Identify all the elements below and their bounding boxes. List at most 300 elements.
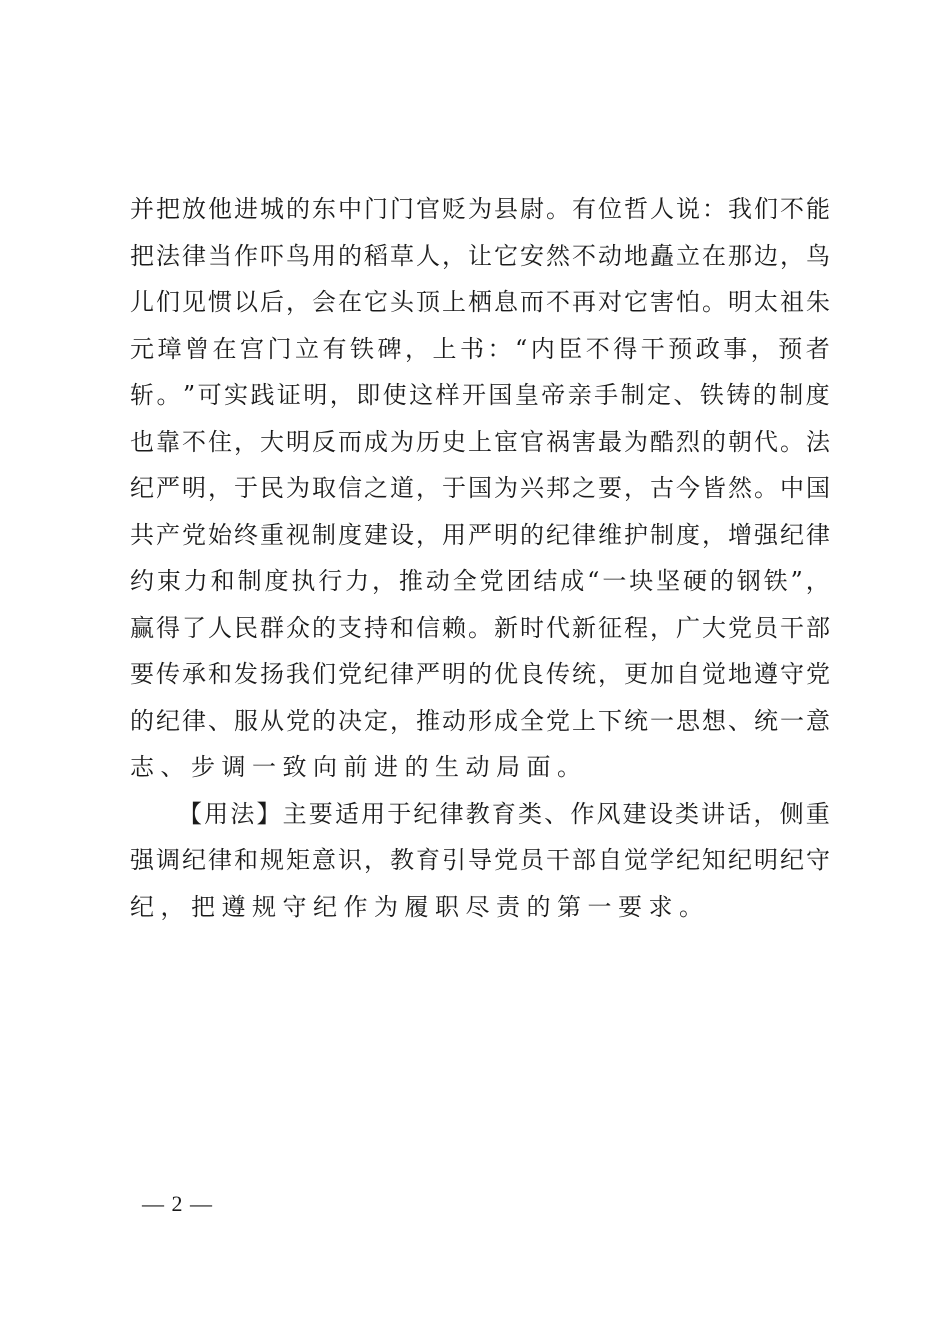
- text-char: 决: [338, 706, 362, 735]
- text-char: 实: [224, 381, 249, 409]
- text-char: 产: [156, 520, 180, 549]
- text-char: 。: [156, 381, 181, 409]
- text-char: 定: [647, 381, 672, 409]
- text-char: 证: [276, 381, 301, 409]
- text-line: 志、步调一致向前进的生动局面。: [130, 753, 588, 781]
- text-char: 纪: [546, 520, 570, 549]
- text-line: [130, 465, 830, 512]
- text-char: 思: [676, 706, 700, 735]
- text-line: [130, 651, 830, 698]
- text-char: 鸟: [806, 241, 830, 270]
- text-char: 育: [416, 846, 440, 874]
- text-char: ，: [234, 427, 258, 456]
- text-char: 最: [598, 427, 622, 456]
- text-char: 动: [598, 241, 622, 270]
- text-char: 部: [572, 846, 596, 874]
- text-char: 守: [780, 660, 804, 688]
- text-char: 重: [805, 799, 830, 828]
- text-char: 进: [234, 195, 258, 223]
- text-char: 终: [234, 520, 258, 549]
- text-char: 边: [754, 241, 778, 270]
- text-line: [130, 279, 830, 326]
- text-char: 严: [156, 474, 180, 502]
- text-char: 当: [208, 241, 232, 270]
- text-char: 宦: [494, 427, 518, 456]
- text-char: 息: [494, 288, 518, 316]
- text-char: 代: [754, 427, 778, 456]
- text-char: 束: [156, 567, 181, 595]
- text-char: 形: [468, 706, 492, 735]
- text-char: 的: [752, 381, 777, 409]
- text-char: 成: [494, 706, 518, 735]
- text-char: 有: [322, 334, 347, 363]
- text-char: 元: [130, 334, 154, 363]
- text-char: 让: [468, 241, 492, 270]
- text-char: 建: [622, 799, 647, 828]
- text-char: 和: [208, 660, 232, 688]
- text-char: 取: [312, 474, 336, 502]
- text-char: 要: [308, 799, 333, 828]
- text-line: [130, 419, 830, 466]
- text-char: 宫: [240, 334, 264, 363]
- text-char: 使: [382, 381, 407, 409]
- text-line: [130, 372, 830, 419]
- text-char: 而: [520, 288, 544, 316]
- text-char: 不: [182, 427, 206, 456]
- text-char: 和: [210, 567, 235, 595]
- text-char: 风: [596, 799, 621, 828]
- text-char: 会: [312, 288, 336, 316]
- text-char: 。: [780, 427, 804, 456]
- text-char: 众: [286, 613, 310, 642]
- text-char: 党: [286, 706, 310, 735]
- text-char: 全: [452, 567, 477, 595]
- text-char: 今: [676, 474, 700, 502]
- text-char: 践: [250, 381, 275, 409]
- text-char: 斩: [130, 381, 154, 409]
- text-char: 贬: [442, 195, 466, 223]
- text-char: 党: [494, 846, 518, 874]
- text-char: 广: [676, 613, 700, 642]
- text-char: ，: [286, 288, 310, 316]
- text-char: 。: [702, 288, 726, 316]
- text-char: 害: [572, 427, 596, 456]
- text-char: 矗: [650, 241, 674, 270]
- text-char: 惯: [208, 288, 232, 316]
- text-char: 铁: [350, 334, 374, 363]
- text-char: 动: [425, 567, 450, 595]
- text-char: 重: [260, 520, 284, 549]
- text-char: 育: [491, 799, 516, 828]
- text-char: 法: [230, 799, 255, 828]
- text-char: 持: [364, 613, 388, 642]
- text-char: 国: [468, 474, 492, 502]
- text-char: 坚: [656, 567, 681, 595]
- text-char: 。: [468, 613, 492, 642]
- text-char: 推: [398, 567, 423, 595]
- text-char: 曾: [185, 334, 209, 363]
- text-char: 想: [702, 706, 726, 735]
- text-line: [130, 326, 830, 373]
- text-char: 员: [754, 613, 778, 642]
- text-char: 纪: [413, 799, 438, 828]
- text-char: 律: [182, 241, 206, 270]
- text-char: 更: [624, 660, 648, 688]
- text-char: 行: [318, 567, 343, 595]
- text-char: 要: [130, 660, 154, 688]
- text-char: 顶: [416, 288, 440, 316]
- text-char: 员: [520, 846, 544, 874]
- text-char: 增: [728, 520, 752, 549]
- text-char: 传: [546, 660, 570, 688]
- text-char: 【: [178, 799, 202, 828]
- text-char: 于: [234, 474, 258, 502]
- text-char: 国: [806, 474, 830, 502]
- text-char: 明: [494, 520, 518, 549]
- text-char: 人: [416, 241, 440, 270]
- text-char: 兴: [520, 474, 544, 502]
- text-char: 干: [640, 334, 665, 363]
- text-char: 书: [460, 334, 484, 363]
- text-char: 执: [291, 567, 316, 595]
- text-char: 史: [442, 427, 466, 456]
- text-char: 作: [234, 241, 258, 270]
- text-char: 共: [130, 520, 154, 549]
- text-char: 意: [806, 706, 830, 735]
- text-char: 的: [338, 241, 362, 270]
- text-char: 预: [668, 334, 693, 363]
- text-char: “: [515, 334, 528, 363]
- text-char: ，: [650, 613, 674, 642]
- text-char: ”: [790, 567, 803, 595]
- text-char: 这: [409, 381, 434, 409]
- text-char: 纪: [156, 706, 180, 735]
- text-char: 纪: [182, 846, 206, 874]
- text-char: 用: [312, 241, 336, 270]
- text-char: 严: [468, 520, 492, 549]
- text-char: 力: [345, 567, 370, 595]
- text-char: 门: [267, 334, 292, 363]
- text-char: ，: [624, 474, 648, 502]
- text-char: 建: [364, 520, 388, 549]
- text-char: 一: [650, 706, 674, 735]
- text-char: ，: [598, 660, 622, 688]
- text-char: 学: [650, 846, 674, 874]
- text-char: 们: [312, 660, 336, 688]
- text-char: 类: [518, 799, 543, 828]
- text-char: 道: [390, 474, 414, 502]
- text-char: 县: [494, 195, 518, 223]
- text-char: ，: [372, 567, 397, 595]
- text-char: ，: [329, 381, 354, 409]
- page-number: — 2 —: [142, 1191, 213, 1216]
- text-char: 律: [208, 846, 232, 874]
- text-char: 赢: [130, 613, 154, 642]
- text-char: 视: [286, 520, 310, 549]
- text-char: 服: [234, 706, 258, 735]
- text-char: 上: [572, 706, 596, 735]
- text-char: 定: [364, 706, 388, 735]
- text-char: 。: [754, 474, 778, 502]
- text-char: ，: [780, 241, 804, 270]
- text-char: 可: [197, 381, 222, 409]
- text-char: 栖: [468, 288, 492, 316]
- text-char: 放: [182, 195, 206, 223]
- text-char: 约: [130, 567, 154, 595]
- text-line: [130, 233, 830, 280]
- text-char: 下: [598, 706, 622, 735]
- text-char: 的: [312, 706, 336, 735]
- text-char: 强: [754, 520, 778, 549]
- text-char: 制: [650, 520, 674, 549]
- text-char: 和: [390, 613, 414, 642]
- text-char: 人: [650, 195, 674, 223]
- text-char: 矩: [286, 846, 310, 874]
- text-char: 强: [130, 846, 154, 874]
- text-line: [130, 698, 830, 745]
- text-char: 调: [156, 846, 180, 874]
- text-char: 皇: [514, 381, 539, 409]
- text-char: 成: [364, 427, 388, 456]
- text-char: 律: [439, 799, 464, 828]
- text-char: 统: [754, 706, 778, 735]
- text-char: 吓: [260, 241, 284, 270]
- text-char: ，: [405, 334, 429, 363]
- text-char: 成: [560, 567, 585, 595]
- text-char: 度: [264, 567, 289, 595]
- text-char: 内: [530, 334, 555, 363]
- text-line: [130, 791, 830, 838]
- text-char: 为: [468, 195, 492, 223]
- text-char: 和: [234, 846, 258, 874]
- text-char: 群: [260, 613, 284, 642]
- text-char: 】: [256, 799, 281, 828]
- text-char: 的: [312, 613, 336, 642]
- text-char: 大: [260, 427, 284, 456]
- text-char: 团: [506, 567, 531, 595]
- text-char: 能: [806, 195, 830, 223]
- text-char: 明: [303, 381, 328, 409]
- text-char: 纪: [728, 846, 752, 874]
- text-char: 朱: [806, 288, 830, 316]
- text-char: 在: [338, 288, 362, 316]
- text-char: 我: [286, 660, 310, 688]
- text-char: ，: [442, 241, 466, 270]
- text-char: 也: [130, 427, 154, 456]
- text-char: 不: [546, 288, 570, 316]
- text-char: 为: [390, 427, 414, 456]
- text-char: 律: [806, 520, 830, 549]
- text-char: 纪: [130, 474, 154, 502]
- text-char: 引: [442, 846, 466, 874]
- text-char: 东: [312, 195, 336, 223]
- text-char: 中: [338, 195, 362, 223]
- text-char: 规: [260, 846, 284, 874]
- text-char: 硬: [682, 567, 707, 595]
- text-char: 了: [182, 613, 206, 642]
- text-char: 时: [520, 613, 544, 642]
- text-char: 赖: [442, 613, 466, 642]
- text-char: 然: [728, 474, 752, 502]
- text-char: 祖: [780, 288, 804, 316]
- text-char: 护: [624, 520, 648, 549]
- text-char: 并: [130, 195, 154, 223]
- text-char: 帝: [541, 381, 566, 409]
- text-char: 程: [624, 613, 648, 642]
- text-char: 国: [488, 381, 513, 409]
- text-char: 维: [598, 520, 622, 549]
- text-char: 优: [494, 660, 518, 688]
- text-char: 上: [468, 427, 492, 456]
- text-char: 统: [624, 706, 648, 735]
- text-char: 历: [416, 427, 440, 456]
- text-char: 得: [613, 334, 638, 363]
- text-char: 者: [805, 334, 830, 363]
- text-char: 碑: [377, 334, 402, 363]
- text-char: 的: [702, 427, 726, 456]
- text-char: 纪: [364, 660, 388, 688]
- text-char: 守: [806, 846, 830, 874]
- text-char: 推: [416, 706, 440, 735]
- text-char: 明: [182, 474, 206, 502]
- text-char: 部: [806, 613, 830, 642]
- body-text: [130, 186, 830, 930]
- text-char: 明: [728, 288, 752, 316]
- text-char: 制: [620, 381, 645, 409]
- text-char: 觉: [702, 660, 726, 688]
- text-char: 新: [494, 613, 518, 642]
- text-char: 住: [208, 427, 232, 456]
- text-char: 、: [208, 706, 232, 735]
- text-char: 的: [468, 660, 492, 688]
- text-char: 党: [546, 706, 570, 735]
- text-char: 教: [465, 799, 490, 828]
- text-char: 法: [156, 241, 180, 270]
- text-char: 位: [598, 195, 622, 223]
- text-char: 即: [356, 381, 381, 409]
- text-char: ，: [208, 474, 232, 502]
- text-char: 律: [572, 520, 596, 549]
- text-char: 、: [544, 799, 569, 828]
- text-char: 度: [676, 520, 700, 549]
- text-char: 草: [390, 241, 414, 270]
- text-char: 块: [629, 567, 654, 595]
- text-char: 开: [461, 381, 486, 409]
- text-char: 在: [212, 334, 237, 363]
- text-char: 力: [183, 567, 208, 595]
- text-char: 有: [572, 195, 596, 223]
- text-char: 地: [624, 241, 648, 270]
- text-char: ，: [753, 799, 778, 828]
- text-char: 要: [598, 474, 622, 502]
- text-char: 得: [156, 613, 180, 642]
- text-char: 门: [390, 195, 414, 223]
- text-char: 人: [208, 613, 232, 642]
- text-char: 法: [806, 427, 830, 456]
- text-char: 从: [260, 706, 284, 735]
- text-char: 的: [520, 520, 544, 549]
- text-char: 知: [702, 846, 726, 874]
- text-char: 铁: [699, 381, 724, 409]
- text-char: 用: [361, 799, 386, 828]
- text-line: [130, 512, 830, 559]
- text-char: 大: [702, 613, 726, 642]
- text-char: 亲: [567, 381, 592, 409]
- text-char: 手: [594, 381, 619, 409]
- text-char: 为: [624, 427, 648, 456]
- text-char: 不: [572, 241, 596, 270]
- text-char: 度: [338, 520, 362, 549]
- text-char: 党: [338, 660, 362, 688]
- text-char: 说: [676, 195, 700, 223]
- text-char: 制: [779, 381, 804, 409]
- text-char: 干: [780, 613, 804, 642]
- text-char: 在: [702, 241, 726, 270]
- text-char: 鸟: [286, 241, 310, 270]
- text-char: 设: [390, 520, 414, 549]
- text-line: [130, 837, 830, 884]
- text-char: ，: [390, 706, 414, 735]
- text-char: 璋: [157, 334, 182, 363]
- text-char: 后: [260, 288, 284, 316]
- text-char: 民: [234, 613, 258, 642]
- text-char: 太: [754, 288, 778, 316]
- text-char: 地: [728, 660, 752, 688]
- text-char: 之: [364, 474, 388, 502]
- text-char: 祸: [546, 427, 570, 456]
- text-char: 始: [208, 520, 232, 549]
- text-char: 动: [442, 706, 466, 735]
- text-char: 那: [728, 241, 752, 270]
- text-char: 承: [182, 660, 206, 688]
- text-char: 之: [572, 474, 596, 502]
- text-char: 见: [182, 288, 206, 316]
- text-line: [130, 605, 830, 652]
- text-char: 上: [442, 288, 466, 316]
- text-char: 害: [650, 288, 674, 316]
- text-char: 制: [312, 520, 336, 549]
- text-char: 律: [182, 706, 206, 735]
- text-char: 为: [494, 474, 518, 502]
- text-char: 尉: [520, 195, 544, 223]
- text-char: 邦: [546, 474, 570, 502]
- text-char: 把: [130, 241, 154, 270]
- text-char: 意: [312, 846, 336, 874]
- text-char: 遵: [754, 660, 778, 688]
- text-char: 城: [260, 195, 284, 223]
- text-char: 的: [286, 195, 310, 223]
- text-char: 话: [727, 799, 752, 828]
- text-char: 加: [650, 660, 674, 688]
- text-char: 党: [728, 613, 752, 642]
- text-char: 新: [572, 613, 596, 642]
- text-char: 立: [676, 241, 700, 270]
- text-char: 、: [673, 381, 698, 409]
- text-char: 代: [546, 613, 570, 642]
- text-char: 哲: [624, 195, 648, 223]
- text-char: 主: [282, 799, 307, 828]
- text-char: 传: [156, 660, 180, 688]
- text-char: 统: [572, 660, 596, 688]
- text-char: 教: [390, 846, 414, 874]
- text-char: 铁: [763, 567, 788, 595]
- text-char: 官: [416, 195, 440, 223]
- text-char: 信: [416, 613, 440, 642]
- text-char: 的: [130, 706, 154, 735]
- text-char: 官: [520, 427, 544, 456]
- text-char: 它: [364, 288, 388, 316]
- text-char: ，: [364, 846, 388, 874]
